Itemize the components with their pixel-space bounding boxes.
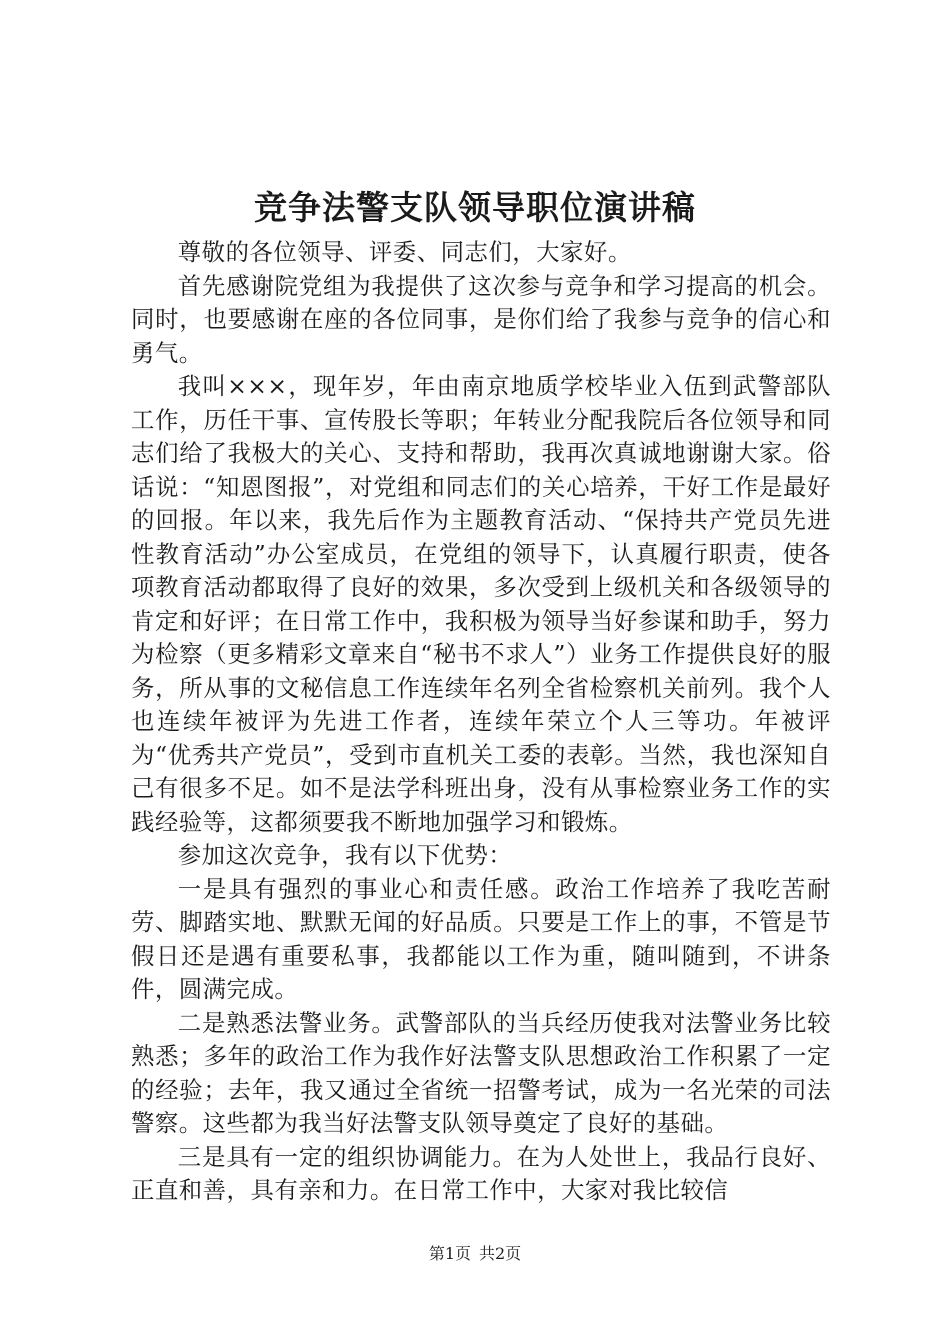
document-title: 竞争法警支队领导职位演讲稿 — [254, 188, 696, 227]
paragraph-advantage-one: 一是具有强烈的事业心和责任感。政治工作培养了我吃苦耐劳、脚踏实地、默默无闻的好品质。只要是工作上的事，不管是节假日还是遇有重要私事，我都能以工作为重，随叫随到，不讲条件，圆满完成。 — [131, 874, 831, 1003]
page-footer — [0, 1242, 950, 1266]
paragraph-thanks: 首先感谢院党组为我提供了这次参与竞争和学习提高的机会。同时，也要感谢在座的各位同事，是你们给了我参与竞争的信心和勇气。 — [131, 271, 831, 367]
page-total: 共2页 — [479, 1244, 522, 1263]
paragraph-advantage-two: 二是熟悉法警业务。武警部队的当兵经历使我对法警业务比较熟悉；多年的政治工作为我作好法警支队思想政治工作积累了一定的经验；去年，我又通过全省统一招警考试，成为一名光荣的司法警察。这些都为我当好法警支队领导奠定了良好的基础。 — [131, 1008, 831, 1137]
paragraph-greeting: 尊敬的各位领导、评委、同志们，大家好。 — [177, 238, 632, 266]
page-number: 第1页 — [428, 1244, 471, 1263]
paragraph-advantages-intro: 参加这次竞争，我有以下优势： — [177, 841, 513, 869]
paragraph-introduction: 我叫×××，现年岁，年由南京地质学校毕业入伍到武警部队工作，历任干事、宣传股长等职；年转业分配我院后各位领导和同志们给了我极大的关心、支持和帮助，我再次真诚地谢谢大家。俗话说：“知恩图报”，对党组和同志们的关心培养，干好工作是最好的回报。年以来，我先后作为主题教育活动、“保持共产党员先进性教育活动”办公室成员，在党组的领导下，认真履行职责，使各项教育活动都取得了良好的效果，多次受到上级机关和各级领导的肯定和好评；在日常工作中，我积极为领导当好参谋和助手，努力为检察（更多精彩文章来自“秘书不求人”）业务工作提供良好的服务，所从事的文秘信息工作连续年名列全省检察机关前列。我个人也连续年被评为先进工作者，连续年荣立个人三等功。年被评为“优秀共产党员”，受到市直机关工委的表彰。当然，我也深知自己有很多不足。如不是法学科班出身，没有从事检察业务工作的实践经验等，这都须要我不断地加强学习和锻炼。 — [131, 372, 831, 836]
document-body — [131, 236, 831, 1208]
paragraph-advantage-three: 三是具有一定的组织协调能力。在为人处世上，我品行良好、正直和善，具有亲和力。在日常工作中，大家对我比较信 — [131, 1142, 831, 1204]
